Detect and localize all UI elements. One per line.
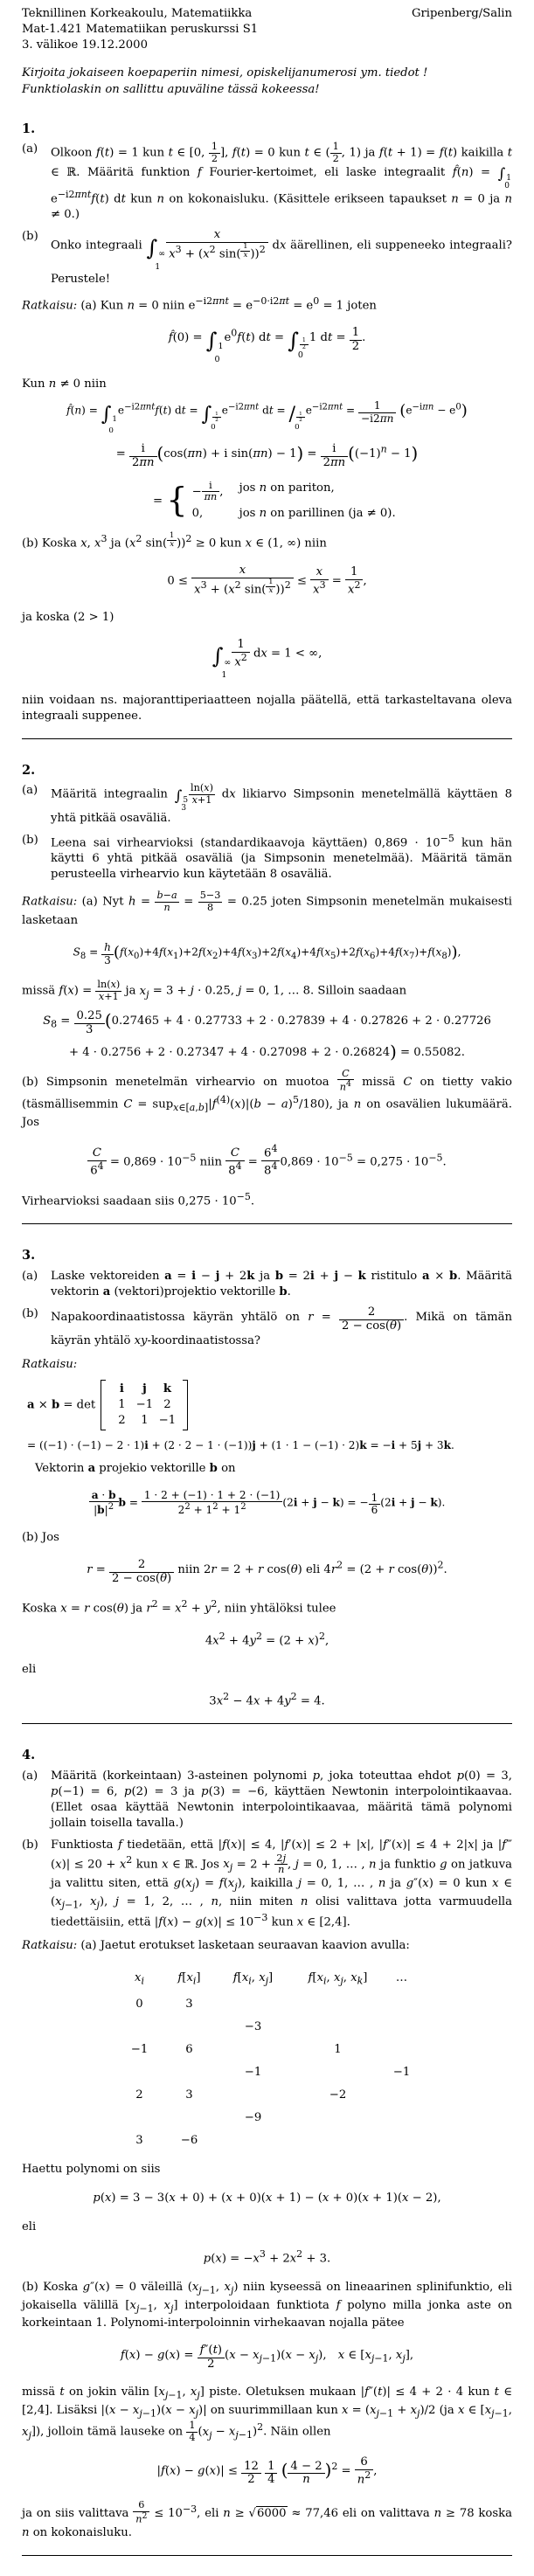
display-equation: f̂(0) = ∫ 1 0 $e^0f(t)$ dt = ∫ $\frac{1}{2}$ 0 1 dt = $\frac{1}{2}$ . (168, 325, 366, 364)
display-equation: $\frac{C}{6^4}$ = $0,869 \cdot 10^{-5}$ niin $\frac{C}{8^4}$ = $\frac{6^4}{8^4}$ $0,869 \cdot 10^{-5} = 0,275 \cdot 10^{-5}$. (22, 1144, 512, 1178)
display-equation-cases: = { − $\frac{i}{\pi n}$ , jos n on pariton, 0, jos n on parillinen (ja ≠ 0). (153, 479, 396, 520)
table-cell (115, 2064, 164, 2081)
item-label: (a) (22, 142, 38, 156)
problem-item-a (22, 1269, 512, 1300)
problem-item-a (22, 142, 512, 223)
solution-paragraph: Ratkaisu: (a) Kun n = 0 niin $e^{-i2\pi nt} = e^{-0\cdot i2\pi t} = e^0 = 1$ joten (22, 294, 377, 313)
course-line: Mat-1.421 Matematiikan peruskurssi S1 (22, 22, 259, 36)
equation-group (22, 1380, 512, 1452)
display-equation: = $\frac{i}{2\pi n}$ (cos(πn) + i sin(πn) − 1) = $\frac{i}{2\pi n}$ $((-1)^n - 1)$ (115, 442, 419, 469)
display-equation: + 4 · 0.2756 + 2 · 0.27347 + 4 · 0.27098 + 2 · 0.26824) = 0.55082. (68, 1042, 466, 1063)
problem-item-b (22, 229, 512, 287)
display-equation-matrix: a × b = det i j k 1 −1 2 2 1 −1 (22, 1380, 512, 1430)
solution-paragraph: Vektorin a projekio vektorille b on (35, 1461, 236, 1475)
display-equation: $S_8$ = $\frac{h}{3}$ $(f(x_0)+4f(x_1)+2f(x_2)+4f(x_3)+2f(x_4)+4f(x_5)+2f(x_6)+4f(x_7)+f(x_8))$, (73, 941, 461, 966)
solution-paragraph: Kun n ≠ 0 niin (22, 377, 107, 391)
problem-item-b (22, 1306, 512, 1349)
display-equation: $\frac{a \cdot b}{|b|^2}$ b = $\frac{1 \cdot 2 + (-1) \cdot 1 + 2 \cdot (-1)}{2^2 + 1^2 + 1^2}$ (2i + j − k) = − $\frac{1}{6}$ (2i + j − k). (22, 1490, 512, 1517)
table-cell: 0 (135, 1998, 143, 2012)
table-cell (292, 2064, 385, 2081)
table-cell (164, 2064, 215, 2081)
display-equation: r = $\frac{2}{2 - \cos(\theta)}$ niin 2r = 2 + r cos(θ) eli $4r^2 = (2 + r$ cos(θ))$^2$. (87, 1557, 447, 1585)
solution-paragraph: ja on siis valittava $\frac{6}{n^2}$ ≤ $10^{-3}$, eli n ≥ √6000 ≈ 77,46 eli on valittava n ≥ 78 koska n on kokonaisluku. (22, 2499, 512, 2540)
table-cell: −9 (244, 2111, 262, 2125)
table-cell: $x_i$ (135, 1971, 144, 1988)
item-label: (b) (22, 833, 38, 847)
display-equation: 0 ≤ x $x^3 + (x^2$ sin( $\frac{1}{x}$ ))$^2$ ≤ $\frac{x}{x^3}$ = $\frac{1}{x^2}$ , (167, 564, 367, 597)
divided-differences-table (22, 1970, 512, 2150)
table-cell (215, 2087, 292, 2104)
exam-date-line: 3. välikoe 19.12.2000 (22, 38, 148, 52)
problem-item-b (22, 1838, 512, 1931)
solution-paragraph: (b) Jos (22, 1530, 59, 1544)
table-cell: … (395, 1971, 408, 1985)
table-cell (292, 2132, 385, 2150)
problem-number: 3. (22, 1248, 36, 1264)
solution-paragraph: (b) Simpsonin menetelmän virhearvio on muotoa $\frac{C}{n^4}$ missä C on tietty vakio (täsmällisemmin $C = sup_{x\in[a,b]}|f^{(4)}(x)|(b - a)^5/180$), ja n on osavälien lukumäärä. Jos (22, 1067, 512, 1129)
solution-paragraph: niin voidaan ns. majoranttiperiaatteen nojalla päätellä, että tarkasteltavana oleva integraali suppenee. (22, 693, 512, 723)
table-cell (385, 2041, 420, 2059)
equation-group (22, 400, 512, 524)
instruction-line: Funktiolaskin on sallittu apuväline tässä kokeessa! (22, 82, 320, 96)
instruction-line: Kirjoita jokaiseen koepaperiin nimesi, opiskelijanumerosi ym. tiedot ! (22, 66, 428, 80)
item-label: (b) (22, 1838, 38, 1852)
table-cell (385, 2087, 420, 2104)
item-text: Laske vektoreiden a = i − j + 2k ja b = 2i + j − k ristitulo a × b. Määritä vektorin a (vektori)projektio vektorille b. (51, 1270, 513, 1299)
solution-paragraph: Ratkaisu: (22, 1357, 78, 1371)
table-cell: $f[x_i$, $x_j$, $x_k$] (308, 1971, 368, 1988)
table-cell: −6 (180, 2134, 198, 2148)
section-divider (22, 1723, 512, 1724)
problem-2 (22, 762, 512, 1225)
table-cell: 3 (135, 2134, 143, 2148)
section-divider (22, 2555, 512, 2556)
item-text: Olkoon f(t) = 1 kun t ∈ [0, $\frac{1}{2}$ ], f(t) = 0 kun t ∈ ( $\frac{1}{2}$ , 1) ja f(t + 1) = f(t) kaikilla t ∈ ℝ. Määritä funktion f Fourier-kertoimet, eli laske integraalit f̂(n) = ∫ 1 0 $e^{-i2\pi nt}f(t)$ dt kun n on kokonaisluku. (Käsittele erikseen tapaukset n = 0 ja n ≠ 0.) (51, 141, 512, 222)
table-cell (215, 2041, 292, 2059)
table-cell (385, 1996, 420, 2013)
item-text: Määritä integraalin ∫ 5 3 $\frac{\ln(x)}{x+1}$ dx likiarvo Simpsonin menetelmällä käyttäen 8 yhtä pitkää osaväliä. (51, 782, 512, 825)
table-cell (115, 2109, 164, 2127)
item-text: Onko integraali ∫ ∞ 1 x $x^3 + (x^2$ sin( $\frac{1}{x}$ ))$^2$ dx äärellinen, eli suppeneeko integraali? Perustele! (51, 227, 513, 286)
table-cell: −1 (130, 2043, 149, 2057)
display-equation: f(x) − g(x) = $\frac{f''(t)}{2}$ $(x - x_{j-1})(x - x_j)$, x ∈ [$x_{j-1}$, $x_j$], (120, 2344, 414, 2372)
problem-3 (22, 1247, 512, 1724)
solution-paragraph: Ratkaisu: (a) Nyt h = $\frac{b-a}{n}$ = $\frac{5-3}{8}$ = 0.25 joten Simpsonin menetelmän mukaisesti lasketaan (22, 890, 513, 928)
table-cell: 2 (135, 2088, 143, 2102)
section-divider (22, 1223, 512, 1224)
item-label: (a) (22, 784, 38, 798)
header-left (22, 6, 258, 53)
display-equation: $3x^2 - 4x + 4y^2 = 4$. (209, 1690, 325, 1708)
item-text: Napakoordinaatistossa käyrän yhtälö on r = $\frac{2}{2 - \cos(\theta)}$ . Mikä on tämän käyrän yhtälö xy-koordinaatistossa? (51, 1305, 513, 1347)
table-cell (385, 2019, 420, 2036)
solution-paragraph: (b) Koska x, $x^3$ ja ($x^2$ sin( $\frac{1}{x}$ ))$^2$ ≥ 0 kun x ∈ (1, ∞) niin (22, 530, 327, 551)
table-cell (164, 2109, 215, 2127)
item-label: (b) (22, 229, 38, 243)
table-cell: 6 (185, 2043, 193, 2057)
problem-1 (22, 121, 512, 739)
item-text: Funktiosta f tiedetään, että |f(x)| ≤ 4, |f′(x)| ≤ 2 + |x|, |f″(x)| ≤ 4 + 2|x| ja |f‴(x)| ≤ $20 + x^2$ kun x ∈ ℝ. Jos $x_j = 2$ + $\frac{2j}{n}$ , j = 0, 1, … , n ja funktio g on jatkuva ja valittu siten, että $g(x_j) = f(x_j)$, kaikilla j = 0, 1, … , n ja g″(x) = 0 kun x ∈ ($x_{j-1}$, $x_j$), j = 1, 2, … , n, niin miten n olisi valittava jotta varmuudella tiedettäisiin, että $|f(x) - g(x)| \le 10^{-3}$ kun x ∈ [2,4]. (51, 1838, 513, 1929)
document-header (22, 6, 512, 53)
table-cell: 1 (334, 2043, 342, 2057)
problem-item-a (22, 783, 512, 826)
solution-paragraph: Koska x = r cos(θ) ja $r^2 = x^2 + y^2$, niin yhtälöksi tulee (22, 1598, 336, 1616)
table-cell: −1 (392, 2066, 411, 2080)
table-cell (385, 2132, 420, 2150)
table-cell (292, 1996, 385, 2013)
table-cell (215, 2132, 292, 2150)
problem-item-b (22, 833, 512, 883)
table-cell: −1 (244, 2066, 262, 2080)
item-label: (a) (22, 1270, 38, 1284)
item-text: Määritä (korkeintaan) 3-asteinen polynomi p, joka toteuttaa ehdot p(0) = 3, p(−1) = 6, p(2) = 3 ja p(3) = −6, käyttäen Newtonin interpolointikaavaa. (Ellet osaa käyttää Newtonin interpolointikaavaa, määritä tämä polynomi jollain toisella tavalla.) (51, 1769, 512, 1830)
solution-paragraph: ja koska (2 > 1) (22, 611, 114, 625)
equation-group (22, 1010, 512, 1061)
display-equation: f̂(n) = ∫ 1 0 $e^{-i2\pi nt}f(t)$ dt = ∫ $\frac{1}{2}$ 0 $e^{-i2\pi nt}$ dt = / $\frac{1}{2}$ 0 $e^{-i2\pi nt}$ = $\frac{1}{-i2\pi n}$ $(e^{-i\pi n} - e^0)$ (66, 399, 468, 436)
institution-line: Teknillinen Korkeakoulu, Matematiikka (22, 7, 253, 20)
solution-paragraph: Virhearvioksi saadaan siis $0,275 \cdot 10^{-5}$. (22, 1191, 255, 1208)
table-cell: $f[x_i]$ (177, 1971, 201, 1988)
solution-paragraph: eli (22, 1663, 37, 1676)
table-cell (115, 2019, 164, 2036)
item-label: (a) (22, 1769, 38, 1783)
solution-paragraph: Ratkaisu: (a) Jaetut erotukset lasketaan seuraavan kaavion avulla: (22, 1939, 410, 1953)
table-cell (164, 2019, 215, 2036)
display-equation: ∫ ∞ 1 $\frac{1}{x^2}$ dx = 1 < ∞, (212, 638, 322, 681)
display-equation: $S_8$ = $\frac{0.25}{3}$ (0.27465 + 4 · 0.27733 + 2 · 0.27839 + 4 · 0.27826 + 2 · 0.27726 (43, 1009, 491, 1037)
display-equation: = ((−1) · (−1) − 2 · 1)i + (2 · 2 − 1 · (−1))j + (1 · 1 − (−1) · 2)k = −i + 5j + 3k. (27, 1439, 454, 1452)
item-text: Leena sai virhearvioksi (standardikaavoja käyttäen) $0,869 \cdot 10^{-5}$ kun hän käytti 6 yhtä pitkää osaväliä (ja Simpsonin menetelmää). Määritä tämän perusteella virhearvio kun käytetään 8 osaväliä. (51, 832, 512, 882)
section-divider (22, 738, 512, 739)
problem-item-a (22, 1769, 512, 1832)
table-cell: −3 (244, 2020, 262, 2034)
solution-paragraph: missä t on jokin välin [$x_{j-1}$, $x_j$] piste. Oletuksen mukaan |f″(t)| ≤ 4 + 2 · 4 kun t ∈ [2,4]. Lisäksi $|(x - x_{j-1})(x - x_j)|$ on suurimmillaan kun $x = (x_{j-1} + x_j)/2$ (ja x ∈ [$x_{j-1}$, $x_j$]), jolloin tämä lauseke on $\frac{1}{4}$ $(x_j - x_{j-1})^2$. Näin ollen (22, 2385, 512, 2443)
table-cell: 3 (185, 2088, 193, 2102)
display-equation: $p(x) = -x^3 + 2x^2 + 3$. (203, 2247, 331, 2266)
problem-4 (22, 1747, 512, 2556)
problem-number: 1. (22, 121, 36, 136)
item-label: (b) (22, 1306, 38, 1320)
table-cell (385, 2109, 420, 2127)
problem-number: 4. (22, 1748, 36, 1763)
solution-paragraph: Haettu polynomi on siis (22, 2163, 161, 2177)
display-equation: |f(x) − g(x)| ≤ $\frac{12}{2}$ $\frac{1}{4}$ ( $\frac{4 - 2}{n}$ )$^2$ = $\frac{6}{n^2}$ , (156, 2455, 378, 2487)
table-cell (292, 2109, 385, 2127)
solution-paragraph: missä f(x) = $\frac{\ln(x)}{x+1}$ ja $x_j = 3 + j \cdot 0.25$, j = 0, 1, … 8. Silloin saadaan (22, 979, 407, 1002)
display-equation: p(x) = 3 − 3(x + 0) + (x + 0)(x + 1) − (x + 0)(x + 1)(x − 2), (93, 2191, 441, 2205)
display-equation: $4x^2 + 4y^2 = (2 + x)^2$, (205, 1630, 329, 1648)
table-cell: 3 (185, 1998, 193, 2012)
solution-paragraph: eli (22, 2219, 37, 2233)
table-cell (215, 1996, 292, 2013)
table-cell (292, 2019, 385, 2036)
solution-paragraph: (b) Koska g″(x) = 0 väleillä ($x_{j-1}$, $x_j$) niin kyseessä on lineaarinen splinifunktio, eli jokaisella välillä [$x_{j-1}$, $x_j$] interpoloidaan funktiota f polyno milla jonka aste on korkeintaan 1. Polynomi-interpoloinnin virhekaavan nojalla pätee (22, 2281, 512, 2330)
exam-instructions (22, 66, 512, 98)
table-cell: $f[x_i$, $x_j$] (232, 1971, 274, 1988)
problem-number: 2. (22, 762, 36, 778)
examiners: Gripenberg/Salin (411, 7, 512, 20)
table-cell: −2 (329, 2088, 347, 2102)
